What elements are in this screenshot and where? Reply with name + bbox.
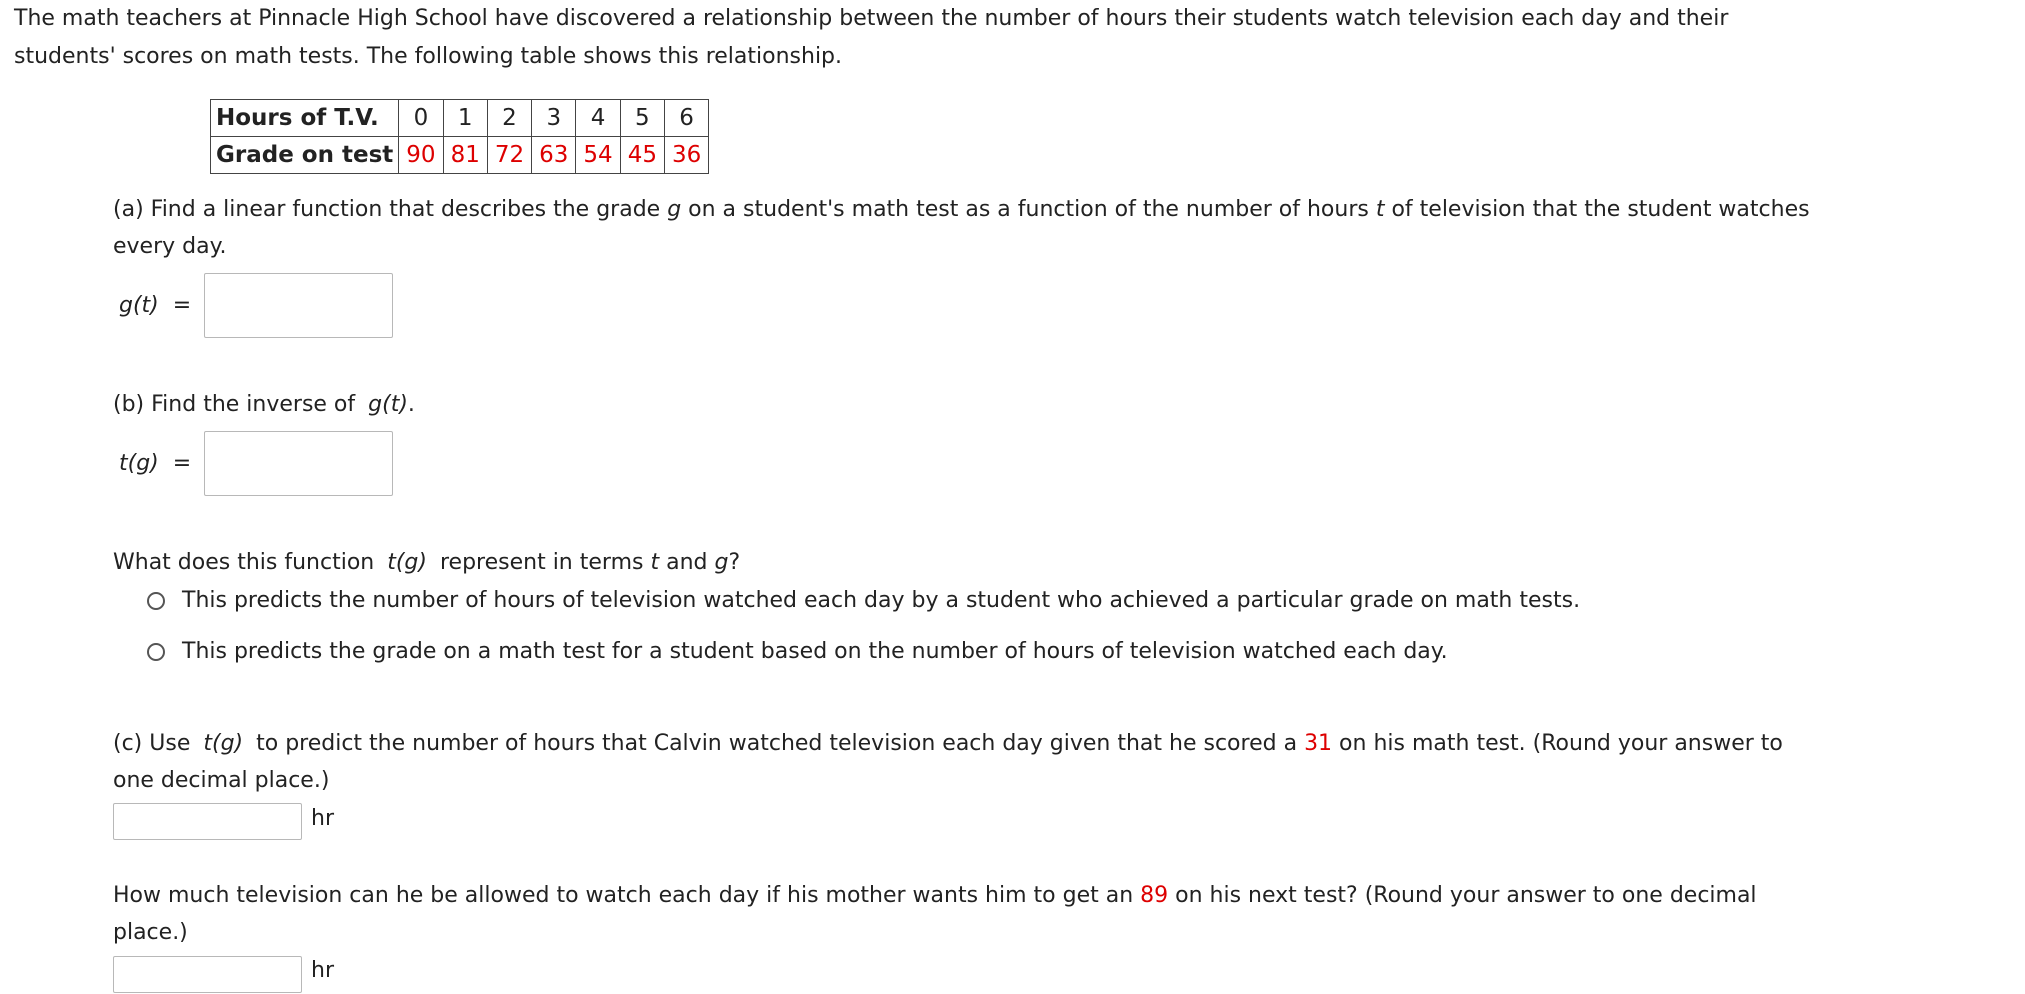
grade-cell: 72 [487, 137, 531, 174]
option-2-label[interactable]: This predicts the grade on a math test for a student based on the number of hours of television watched each day. [182, 639, 1448, 664]
question-text: represent in terms [432, 550, 651, 575]
part-a-text: (a) Find a linear function that describes the grade [113, 197, 668, 222]
interpretation-question [113, 550, 740, 575]
t-of-g-input[interactable] [204, 431, 393, 496]
hours-cell: 6 [664, 100, 708, 137]
hours-cell: 2 [487, 100, 531, 137]
hours-cell: 4 [576, 100, 620, 137]
g-of-t-label [119, 293, 191, 318]
score-31: 31 [1304, 731, 1333, 756]
g-of-t-text: g(t) [119, 293, 159, 318]
grade-row [211, 137, 709, 174]
t-of-g-ref: t(g) [203, 731, 244, 756]
part-c-text: to predict the number of hours that Calvin watched television each day given that he scored a [249, 731, 1305, 756]
part-d-prompt [113, 883, 1757, 908]
part-d-hours-input[interactable] [113, 956, 302, 993]
var-g: g [714, 550, 729, 575]
option-1-radio[interactable] [147, 592, 165, 610]
grade-cell: 81 [443, 137, 487, 174]
hours-row-label: Hours of T.V. [211, 100, 399, 137]
t-of-g-text: t(g) [119, 451, 159, 476]
equals-sign: = [172, 451, 192, 476]
part-b-text: (b) Find the inverse of [113, 392, 363, 417]
part-b-text: . [407, 392, 415, 417]
question-text: What does this function [113, 550, 382, 575]
var-t: t [1375, 197, 1385, 222]
grade-cell: 63 [532, 137, 576, 174]
t-of-g-label [119, 451, 191, 476]
question-text: ? [728, 550, 741, 575]
part-c-hours-input[interactable] [113, 803, 302, 840]
hours-cell: 3 [532, 100, 576, 137]
option-1-label[interactable]: This predicts the number of hours of television watched each day by a student who achieved a particular grade on math tests. [182, 588, 1581, 613]
part-d-unit: hr [311, 958, 334, 983]
part-c-text: on his math test. (Round your answer to [1332, 731, 1783, 756]
part-d-text: How much television can he be allowed to watch each day if his mother wants him to get an [113, 883, 1141, 908]
hours-cell: 0 [399, 100, 443, 137]
g-of-t-input[interactable] [204, 273, 393, 338]
grade-cell: 90 [399, 137, 443, 174]
intro-line-1: The math teachers at Pinnacle High School have discovered a relationship between the number of hours their students watch television each day and their [14, 6, 1729, 31]
part-a-text: of television that the student watches [1384, 197, 1810, 222]
intro-line-2: students' scores on math tests. The following table shows this relationship. [14, 44, 843, 69]
part-a-prompt [113, 197, 1810, 222]
part-c-line-2: one decimal place.) [113, 768, 330, 793]
var-t: t [650, 550, 660, 575]
equals-sign: = [172, 293, 192, 318]
g-of-t-ref: g(t) [368, 392, 408, 417]
grade-row-label: Grade on test [211, 137, 399, 174]
question-text: and [659, 550, 715, 575]
part-d-text: on his next test? (Round your answer to one decimal [1168, 883, 1757, 908]
part-a-text: on a student's math test as a function of the number of hours [681, 197, 1376, 222]
hours-cell: 5 [620, 100, 664, 137]
part-b-prompt [113, 392, 415, 417]
part-c-unit: hr [311, 806, 334, 831]
part-c-text: (c) Use [113, 731, 198, 756]
hours-cell: 1 [443, 100, 487, 137]
var-g: g [667, 197, 682, 222]
grade-cell: 54 [576, 137, 620, 174]
grade-cell: 45 [620, 137, 664, 174]
option-2-radio[interactable] [147, 643, 165, 661]
part-a-line-2: every day. [113, 234, 227, 259]
score-89: 89 [1140, 883, 1169, 908]
t-of-g-ref: t(g) [387, 550, 427, 575]
part-c-prompt [113, 731, 1783, 756]
grade-cell: 36 [664, 137, 708, 174]
hours-row [211, 100, 709, 137]
data-table [210, 99, 709, 174]
part-d-line-2: place.) [113, 920, 188, 945]
